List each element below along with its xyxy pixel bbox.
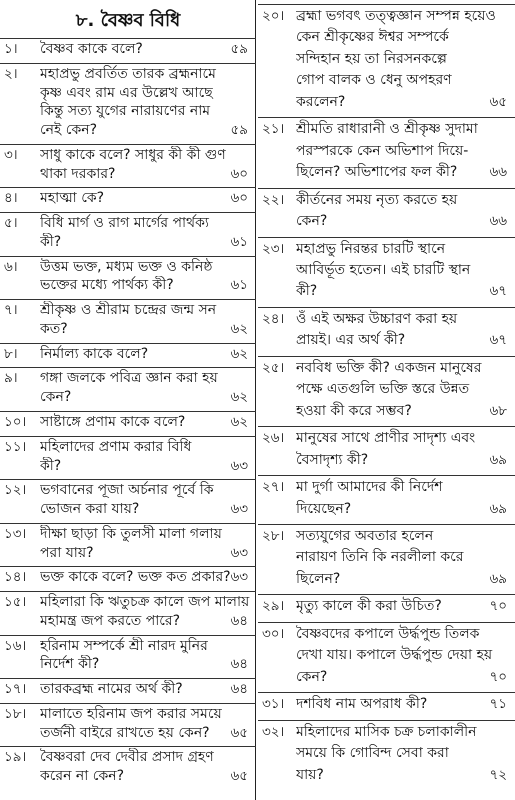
entry-number: ২৫। (262, 359, 285, 376)
question-line: ভগবানের পূজা অর্চনার পূর্বে কি (40, 482, 214, 499)
toc-entry[interactable] (0, 345, 256, 364)
entry-divider (0, 436, 256, 437)
question-line: ছিলেন? অভিশাপের ফল কী? (296, 164, 458, 181)
entry-number: ২১। (262, 121, 285, 138)
question-line: আবির্ভূত হতেন। এই চারটি স্থান (296, 261, 471, 278)
question-line: দীক্ষা ছাড়া কি তুলসী মালা গলায় (40, 525, 222, 542)
entry-page-number: ৬৫ (230, 768, 248, 785)
entry-number: ৩২। (262, 723, 285, 740)
question-line: পরস্পরকে কেন অভিশাপ দিয়ে- (296, 142, 469, 159)
entry-page-number: ৬৯ (489, 570, 507, 587)
toc-entry[interactable] (0, 748, 256, 786)
question-line: ছিলেন? (296, 570, 341, 587)
toc-entry[interactable] (0, 637, 256, 675)
entry-number: ২৪। (262, 310, 285, 327)
question-line: দশবিধ নাম অপরাধ কী? (296, 696, 428, 713)
question-line: মালাতে হরিনাম জপ করার সময়ে (40, 705, 222, 722)
entry-number: ১১। (4, 438, 27, 455)
entry-page-number: ৬২ (230, 414, 248, 430)
entry-question (296, 722, 509, 786)
toc-entry[interactable] (0, 593, 256, 631)
toc-entry[interactable] (258, 596, 515, 617)
right-column (258, 0, 515, 800)
toc-entry[interactable] (0, 568, 256, 587)
question-line: তর্জনী বাইরে রাখতে হয় কেন? (40, 724, 210, 741)
entry-page-number: ৬৯ (489, 451, 507, 468)
question-line: করলেন? (296, 93, 346, 110)
question-line: কী? (40, 233, 62, 250)
question-line: শ্রীমতি রাধারানী ও শ্রীকৃষ্ণ সুদামা (296, 121, 478, 138)
question-line: পক্ষে এতগুলি ভক্তি স্তরে উন্নত (296, 381, 470, 398)
left-column (0, 0, 256, 800)
question-line: গোপ বালক ও ধেনু অপহরণ (296, 72, 452, 89)
entry-question (296, 358, 509, 422)
entry-page-number: ৬৩ (230, 569, 248, 586)
question-line: বৈসাদৃশ্য কী? (296, 451, 369, 468)
entry-question (40, 593, 250, 631)
entry-page-number: ৭১ (489, 696, 507, 713)
toc-entry[interactable] (258, 119, 515, 183)
entry-question (40, 705, 250, 743)
entry-page-number: ৭২ (489, 766, 507, 783)
entry-page-number: ৬৬ (489, 213, 507, 230)
question-line: সাষ্টাঙ্গে প্রণাম কাকে বলে? (40, 414, 186, 430)
entry-number: ১৪। (4, 569, 27, 586)
toc-entry[interactable] (0, 146, 256, 184)
entry-question (296, 526, 509, 590)
section-title: ৮. বৈষ্ণব বিধি (75, 10, 181, 31)
question-line: তারকব্রহ্ম নামের অর্থ কী? (40, 681, 183, 698)
entry-divider (258, 356, 515, 357)
toc-entry[interactable] (0, 369, 256, 407)
entry-question (40, 214, 250, 252)
entry-number: ২৭। (262, 479, 285, 496)
toc-entry[interactable] (0, 189, 256, 208)
question-line: কী? (40, 457, 62, 474)
question-line: মানুষের সাথে প্রাণীর সাদৃশ্য এবং (296, 430, 476, 447)
toc-entry[interactable] (258, 239, 515, 303)
entry-divider (0, 678, 256, 679)
question-line: কত? (40, 320, 68, 337)
question-line: প্রায়ই। এর অর্থ কী? (296, 332, 406, 349)
entry-number: ১২। (4, 482, 27, 499)
entry-question (40, 146, 250, 184)
question-line: কৃষ্ণ এবং রাম এর উল্লেখ আছে (40, 84, 213, 101)
entry-question (40, 680, 250, 699)
question-line: বৈষ্ণবদের কপালে উর্দ্ধপুন্ড তিলক (296, 625, 480, 642)
entry-question (40, 65, 250, 140)
entry-question (296, 309, 509, 352)
entry-divider (258, 426, 515, 427)
entry-question (296, 428, 509, 471)
entry-question (296, 596, 509, 617)
entry-number: ৫। (4, 215, 18, 232)
toc-entry[interactable] (258, 190, 515, 233)
entry-question (296, 190, 509, 233)
question-line: কেন? (296, 213, 328, 230)
toc-entry[interactable] (0, 438, 256, 476)
entry-page-number: ৫৯ (230, 41, 248, 57)
question-line: মহিলাদের প্রণাম করার বিধি (40, 438, 192, 455)
entry-number: ৩০। (262, 625, 285, 642)
entry-question (40, 369, 250, 407)
entry-divider (0, 38, 256, 39)
entry-divider (0, 746, 256, 747)
question-line: সাধু কাকে বলে? সাধুর কী কী গুণ (40, 146, 226, 163)
question-line: মহাপ্রভু নিরন্তর চারটি স্থানে (296, 240, 446, 257)
entry-page-number: ৭০ (489, 668, 507, 685)
entry-page-number: ৬৪ (230, 612, 248, 629)
entry-question (296, 624, 509, 688)
entry-question (296, 477, 509, 520)
toc-entry[interactable] (258, 358, 515, 422)
question-line: গঙ্গা জলকে পবিত্র জ্ঞান করা হয় (40, 370, 218, 387)
toc-entry[interactable] (0, 258, 256, 296)
question-line: ওঁ এই অক্ষর উচ্চারণ করা হয় (296, 310, 458, 327)
entry-page-number: ৬৭ (489, 332, 507, 349)
question-line: বিধি মার্গ ও রাগ মার্গের পার্থক্য (40, 215, 209, 232)
entry-divider (0, 703, 256, 704)
question-line: শ্রীকৃষ্ণ ও শ্রীরাম চন্দ্রের জন্ম সন (40, 302, 217, 319)
question-line: মহাপ্রভু প্রবর্তিত তারক ব্রহ্মনামে (40, 65, 216, 82)
entry-number: ২৬। (262, 430, 285, 447)
entry-question (40, 637, 250, 675)
entry-page-number: ৬৫ (489, 93, 507, 110)
entry-page-number: ৬৫ (230, 724, 248, 741)
entry-page-number: ৬২ (230, 345, 248, 362)
question-line: সত্যযুগের অবতার হলেন (296, 528, 434, 544)
entry-page-number: ৬৮ (489, 402, 507, 419)
toc-entry[interactable] (258, 6, 515, 113)
entry-divider (0, 591, 256, 592)
entry-page-number: ৬৬ (489, 164, 507, 181)
question-line: ভক্তের মধ্যে পার্থক্য কী? (40, 277, 174, 294)
question-line: হরিনাম সম্পর্কে শ্রী নারদ মুনির (40, 637, 208, 654)
toc-entry[interactable] (258, 526, 515, 590)
entry-page-number: ৬৩ (230, 544, 248, 561)
entry-divider (258, 188, 515, 189)
toc-entry[interactable] (258, 428, 515, 471)
entry-divider (258, 4, 515, 5)
entry-number: ১৭। (4, 681, 27, 698)
entry-divider (258, 117, 515, 118)
entry-divider (258, 475, 515, 476)
entry-divider (0, 635, 256, 636)
entry-divider (258, 524, 515, 525)
question-line: নারায়ণ তিনি কি নরলীলা করে (296, 549, 464, 566)
toc-entry[interactable] (0, 214, 256, 252)
entry-divider (0, 523, 256, 524)
entry-question (40, 345, 250, 364)
entry-number: ২৮। (262, 528, 285, 544)
entry-divider (0, 411, 256, 412)
question-line: সময়ে কি গোবিন্দ সেবা করা (296, 745, 449, 762)
entry-divider (258, 307, 515, 308)
toc-entry[interactable] (0, 65, 256, 140)
question-line: থাকা দরকার? (40, 165, 116, 182)
question-line: নির্দেশ কী? (40, 656, 100, 673)
entry-question (40, 481, 250, 519)
entry-divider (0, 187, 256, 188)
entry-question (40, 438, 250, 476)
question-line: কেন শ্রীকৃষ্ণের ঈশ্বর সম্পর্কে (296, 29, 449, 46)
entry-page-number: ৬৭ (489, 283, 507, 300)
question-line: বৈষ্ণব কাকে বলে? (40, 41, 143, 57)
entry-question (296, 6, 509, 113)
question-line: হওয়া কী করে সম্ভব? (296, 402, 412, 419)
entry-page-number: ৬২ (230, 389, 248, 406)
question-line: নির্মাল্য কাকে বলে? (40, 345, 149, 362)
entry-question (40, 525, 250, 563)
toc-entry[interactable] (258, 309, 515, 352)
entry-divider (0, 299, 256, 300)
entry-divider (258, 692, 515, 693)
entry-number: ১০। (4, 414, 27, 430)
toc-entry[interactable] (0, 301, 256, 339)
toc-entry[interactable] (258, 624, 515, 688)
entry-number: ১৫। (4, 594, 27, 611)
entry-page-number: ৬৩ (230, 457, 248, 474)
entry-page-number: ৬৯ (489, 500, 507, 517)
question-line: মহিলাদের মাসিক চক্র চলাকালীন (296, 723, 477, 740)
question-line: কী? (296, 283, 318, 300)
entry-number: ৩। (4, 146, 18, 163)
entry-question (40, 189, 250, 208)
entry-divider (0, 256, 256, 257)
question-line: নববিধ ভক্তি কী? একজন মানুষের (296, 359, 482, 376)
entry-divider (0, 367, 256, 368)
entry-divider (258, 720, 515, 721)
entry-page-number: ৬১ (230, 233, 248, 250)
entry-divider (0, 63, 256, 64)
question-line: দেখা যায়। কপালে উর্দ্ধপুন্ড দেয়া হয় (296, 647, 493, 664)
toc-entry[interactable] (258, 722, 515, 786)
toc-entry[interactable] (0, 413, 256, 432)
entry-number: ১৩। (4, 525, 27, 542)
entry-divider (0, 479, 256, 480)
entry-divider (258, 237, 515, 238)
question-line: মা দুর্গা আমাদের কী নির্দেশ (296, 479, 443, 496)
question-line: কেন? (296, 668, 328, 685)
entry-divider (258, 622, 515, 623)
entry-page-number: ৬০ (230, 165, 248, 182)
entry-number: ১৯। (4, 749, 27, 766)
entry-question (40, 258, 250, 296)
question-line: কেন? (40, 389, 72, 406)
question-line: কীর্তনের সময় নৃত্য করতে হয় (296, 191, 458, 208)
entry-question (296, 694, 509, 715)
question-line: কিন্তু সত্য যুগের নারায়ণের নাম (40, 103, 211, 120)
toc-entry[interactable] (0, 680, 256, 699)
question-line: ভোজন করা যায়? (40, 501, 140, 518)
entry-page-number: ৭০ (489, 598, 507, 615)
toc-entry[interactable] (0, 705, 256, 743)
question-line: মৃত্যু কালে কী করা উচিত? (296, 598, 442, 615)
entry-number: ৪। (4, 190, 18, 207)
question-line: যায়? (296, 766, 324, 783)
entry-number: ২৯। (262, 598, 285, 615)
entry-number: ২৩। (262, 240, 285, 257)
toc-entry[interactable] (258, 694, 515, 715)
entry-question (40, 748, 250, 786)
entry-number: ৩১। (262, 696, 285, 713)
question-line: সন্দিহান হয় তা নিরসনকল্পে (296, 50, 447, 67)
entry-question (40, 568, 250, 587)
entry-number: ২২। (262, 191, 285, 208)
entry-question (40, 301, 250, 339)
entry-number: ২০। (262, 8, 285, 24)
entry-number: ৬। (4, 258, 18, 275)
question-line: ব্রহ্মা ভগবৎ তত্ত্বজ্ঞান সম্পন্ন হয়েও (296, 8, 496, 24)
question-line: মহাত্মা কে? (40, 190, 105, 207)
entry-number: ৯। (4, 370, 18, 387)
toc-entry[interactable] (0, 481, 256, 519)
entry-question (40, 40, 250, 59)
entry-page-number: ৫৯ (230, 122, 248, 139)
entry-number: ১৮। (4, 705, 27, 722)
entry-page-number: ৬৩ (230, 501, 248, 518)
entry-page-number: ৬১ (230, 277, 248, 294)
question-line: মহিলারা কি ঋতুচক্র কালে জপ মালায় (40, 594, 250, 611)
toc-entry[interactable] (0, 525, 256, 563)
question-line: দিয়েছেন? (296, 500, 352, 517)
question-line: ভক্ত কাকে বলে? ভক্ত কত প্রকার? (40, 569, 231, 586)
entry-question (40, 413, 250, 432)
entry-divider (0, 144, 256, 145)
entry-number: ৭। (4, 302, 18, 319)
entry-page-number: ৬২ (230, 320, 248, 337)
entry-page-number: ৬০ (230, 190, 248, 207)
entry-page-number: ৬৪ (230, 656, 248, 673)
toc-entry[interactable] (258, 477, 515, 520)
question-line: বৈষ্ণবরা দেব দেবীর প্রসাদ গ্রহণ (40, 749, 214, 766)
entry-divider (0, 566, 256, 567)
question-line: নেই কেন? (40, 122, 98, 139)
entry-number: ১৬। (4, 637, 27, 654)
question-line: মহামন্ত্র জপ করতে পারে? (40, 612, 181, 629)
toc-entry[interactable] (0, 40, 256, 59)
entry-page-number: ৬৪ (230, 681, 248, 698)
entry-divider (258, 594, 515, 595)
question-line: উত্তম ভক্ত, মধ্যম ভক্ত ও কনিষ্ঠ (40, 258, 213, 275)
question-line: করেন না কেন? (40, 768, 125, 785)
entry-question (296, 119, 509, 183)
entry-divider (0, 343, 256, 344)
entry-question (296, 239, 509, 303)
entry-number: ২। (4, 65, 18, 82)
entry-number: ৮। (4, 345, 18, 362)
entry-number: ১। (4, 41, 18, 57)
question-line: পরা যায়? (40, 544, 94, 561)
entry-divider (0, 212, 256, 213)
